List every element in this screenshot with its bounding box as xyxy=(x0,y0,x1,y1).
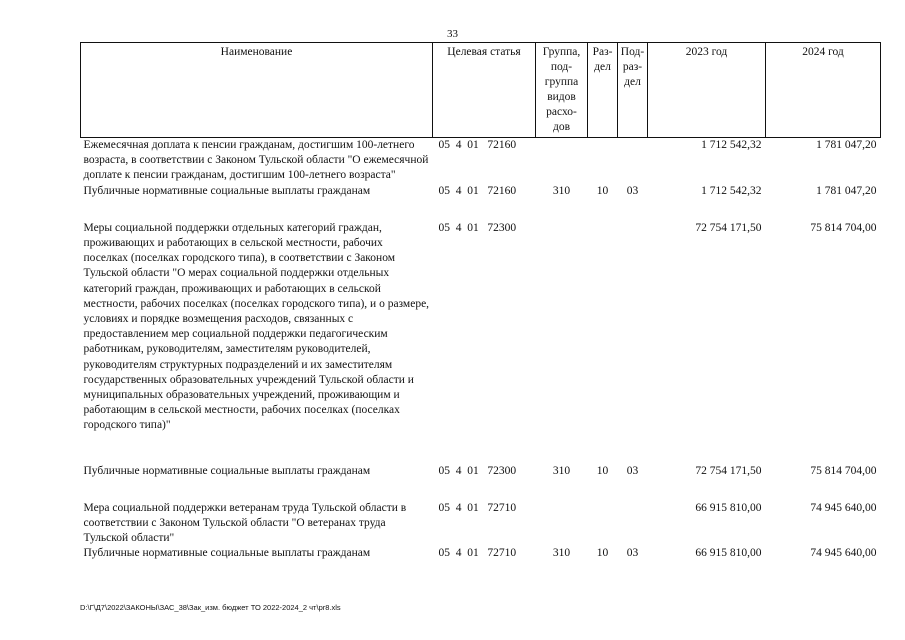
table-row xyxy=(81,464,881,479)
row-subsection: 03 xyxy=(626,184,639,197)
row-2023: 66 915 810,00 xyxy=(695,501,762,514)
budget-table xyxy=(80,42,881,562)
row-code: 05 4 01 72710 xyxy=(438,547,517,560)
header-year-2024: 2024 год xyxy=(766,43,881,138)
header-group: Группа, под- группа видов расхо- дов xyxy=(536,43,588,138)
header-target: Целевая статья xyxy=(433,43,536,138)
row-2024: 75 814 704,00 xyxy=(810,464,877,477)
row-name: Публичные нормативные социальные выплаты гражданам xyxy=(83,464,371,477)
row-section: 10 xyxy=(596,547,609,560)
row-name: Меры социальной поддержки отдельных категорий граждан, проживающих и работающих в сельской местности, рабочих поселках (поселках городского типа), в соответствии с Законом Тульской области "О мерах социальной поддержки отдельных категорий граждан, проживающих и работающих в сельской местности, рабочих поселках (поселках городского типа), и о размере, условиях и порядке возмещения расходов, связанных с предоставлением мер социальной поддержки педагогическим работникам, руководителям, заместителям руководителей, руководителям структурных подразделений и их заместителям государственных образовательных учреждений Тульской области и муниципальных образовательных учреждений, проживающим и работающим в сельской местности, рабочих поселках (поселках городского типа)" xyxy=(83,221,430,432)
row-section: 10 xyxy=(596,184,609,197)
table-row xyxy=(81,501,881,547)
row-group xyxy=(536,501,588,547)
row-name: Мера социальной поддержки ветеранам труда Тульской области в соответствии с Законом Тульской области "О ветеранах труда Тульской области" xyxy=(83,501,407,545)
row-section xyxy=(588,501,618,547)
table-row xyxy=(81,138,881,184)
row-code: 05 4 01 72300 xyxy=(438,221,517,234)
row-section xyxy=(588,221,618,434)
row-group xyxy=(536,221,588,434)
row-2024: 1 781 047,20 xyxy=(816,184,877,197)
table-row xyxy=(81,221,881,434)
row-2024: 75 814 704,00 xyxy=(810,221,877,234)
row-2024: 74 945 640,00 xyxy=(810,501,877,514)
row-group: 310 xyxy=(552,184,571,197)
row-subsection xyxy=(618,221,648,434)
row-group xyxy=(536,138,588,184)
table-row xyxy=(81,546,881,561)
row-2023: 1 712 542,32 xyxy=(701,184,762,197)
row-2023: 72 754 171,50 xyxy=(695,221,762,234)
row-group: 310 xyxy=(552,547,571,560)
row-section xyxy=(588,138,618,184)
row-2023: 66 915 810,00 xyxy=(695,547,762,560)
row-code: 05 4 01 72160 xyxy=(438,184,517,197)
page-number: 33 xyxy=(447,28,458,40)
row-code: 05 4 01 72160 xyxy=(438,139,517,151)
header-year-2023: 2023 год xyxy=(648,43,766,138)
table-row xyxy=(81,184,881,199)
row-group: 310 xyxy=(552,464,571,477)
row-name: Ежемесячная доплата к пенсии гражданам, достигшим 100-летнего возраста, в соответствии с Законом Тульской области "О ежемесячной доплате к пенсии гражданам, достигшим 100-летнего возраста" xyxy=(83,139,429,182)
row-code: 05 4 01 72710 xyxy=(438,501,517,514)
row-2024: 1 781 047,20 xyxy=(816,139,877,151)
row-section: 10 xyxy=(596,464,609,477)
row-code: 05 4 01 72300 xyxy=(438,464,517,477)
row-subsection xyxy=(618,138,648,184)
header-name: Наименование xyxy=(81,43,433,138)
header-subsection: Под- раз- дел xyxy=(618,43,648,138)
table-header xyxy=(81,43,881,138)
row-2023: 72 754 171,50 xyxy=(695,464,762,477)
row-name: Публичные нормативные социальные выплаты гражданам xyxy=(83,547,371,560)
row-subsection: 03 xyxy=(626,547,639,560)
row-2024: 74 945 640,00 xyxy=(810,547,877,560)
row-subsection xyxy=(618,501,648,547)
header-section: Раз- дел xyxy=(588,43,618,138)
row-2023: 1 712 542,32 xyxy=(701,139,762,151)
file-path-footer: D:\Г\Д7\2022\ЗАКОНЫ\ЗАС_38\Зак_изм. бюджет ТО 2022-2024_2 чт\pr8.xls xyxy=(80,603,341,612)
row-name: Публичные нормативные социальные выплаты гражданам xyxy=(83,184,371,197)
row-subsection: 03 xyxy=(626,464,639,477)
